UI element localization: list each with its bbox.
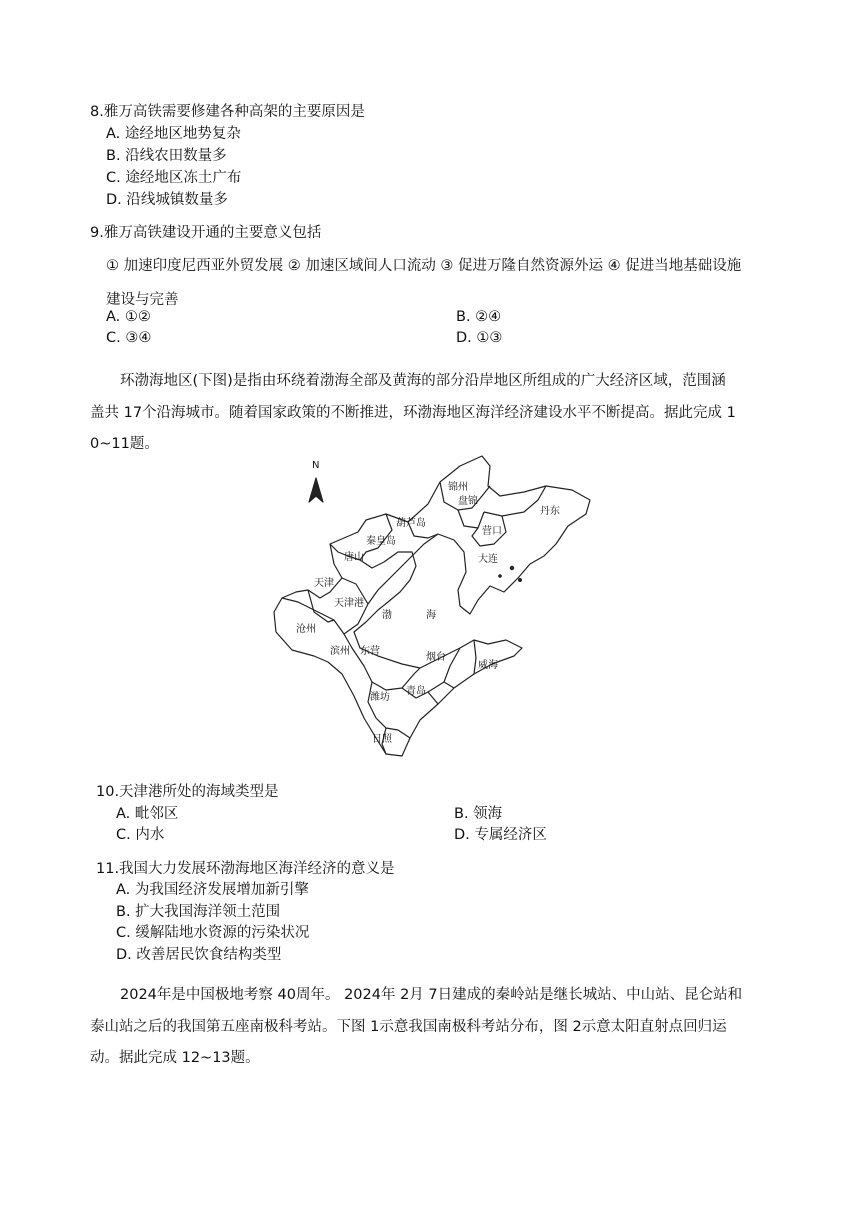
map-label-hai: 海	[426, 610, 436, 621]
question-8-stem: 8.雅万高铁需要修建各种高架的主要原因是	[90, 104, 365, 120]
map-label-bo: 渤	[382, 610, 392, 621]
map-label-dandong: 丹东	[540, 506, 560, 517]
question-10-option-d: D. 专属经济区	[454, 827, 547, 843]
map-label-tianjin-port: 天津港	[334, 598, 364, 609]
map-label-weifang: 潍坊	[370, 692, 390, 703]
map-label-binzhou: 滨州	[330, 646, 350, 657]
passage-1-line-1: 环渤海地区(下图)是指由环绕着渤海全部及黄海的部分沿岸地区所组成的广大经济区域，范围涵	[120, 373, 726, 389]
passage-2-line-1: 2024年是中国极地考察 40周年。 2024年 2月 7日建成的秦岭站是继长城站、中山站、昆仑站和	[120, 987, 743, 1003]
question-8-option-a: A. 途经地区地势复杂	[106, 126, 241, 142]
question-9-option-b: B. ②④	[456, 309, 502, 325]
question-8-option-d: D. 沿线城镇数量多	[106, 192, 228, 208]
north-label: N	[312, 460, 320, 471]
question-11-option-b: B. 扩大我国海洋领土范围	[116, 904, 281, 920]
question-11-option-c: C. 缓解陆地水资源的污染状况	[116, 925, 310, 941]
passage-1-line-3: 0~11题。	[90, 436, 159, 452]
map-label-dongying: 东营	[360, 646, 380, 657]
map-label-panjin: 盘锦	[458, 496, 478, 507]
map-label-tangshan: 唐山	[344, 552, 364, 563]
map-label-tianjin: 天津	[314, 578, 334, 589]
question-11-option-a: A. 为我国经济发展增加新引擎	[116, 882, 309, 898]
map-label-yantai: 烟台	[426, 652, 446, 663]
map-label-qinhuangdao: 秦皇岛	[366, 536, 396, 547]
question-10-option-a: A. 毗邻区	[116, 806, 179, 822]
passage-2-line-2: 泰山站之后的我国第五座南极科考站。下图 1示意我国南极科考站分布，图 2示意太阳直射点回归运	[90, 1019, 727, 1035]
passage-1-line-2: 盖共 17个沿海城市。随着国家政策的不断推进，环渤海地区海洋经济建设水平不断提高。据此完成 1	[90, 405, 736, 421]
map-label-cangzhou: 沧州	[296, 624, 316, 635]
question-11-stem: 11.我国大力发展环渤海地区海洋经济的意义是	[96, 861, 395, 877]
question-9-statements: ① 加速印度尼西亚外贸发展 ② 加速区域间人口流动 ③ 促进万隆自然资源外运 ④ 促进当地基础设施	[106, 258, 742, 274]
map-label-yingkou: 营口	[482, 526, 502, 537]
map-label-weihai: 威海	[478, 660, 498, 671]
question-9-option-d: D. ①③	[456, 330, 503, 346]
north-arrow-icon	[309, 478, 323, 502]
question-10-stem: 10.天津港所处的海域类型是	[96, 784, 279, 800]
map-label-huludao: 葫芦岛	[396, 518, 426, 529]
passage-2-line-3: 动。据此完成 12~13题。	[90, 1050, 260, 1066]
question-8-option-b: B. 沿线农田数量多	[106, 148, 227, 164]
question-9-option-c: C. ③④	[106, 330, 152, 346]
question-10-option-b: B. 领海	[454, 806, 503, 822]
question-8-option-c: C. 途经地区冻土广布	[106, 170, 242, 186]
question-10-option-c: C. 内水	[116, 827, 165, 843]
map-label-jinzhou: 锦州	[448, 482, 468, 493]
question-9-option-a: A. ①②	[106, 309, 151, 325]
map-label-rizhao: 日照	[372, 734, 392, 745]
question-11-option-d: D. 改善居民饮食结构类型	[116, 947, 282, 963]
bohai-region-map	[268, 452, 598, 764]
map-label-dalian: 大连	[478, 554, 498, 565]
map-label-qingdao: 青岛	[406, 686, 426, 697]
question-9-statements-cont: 建设与完善	[106, 292, 179, 308]
question-9-stem: 9.雅万高铁建设开通的主要意义包括	[90, 225, 322, 241]
